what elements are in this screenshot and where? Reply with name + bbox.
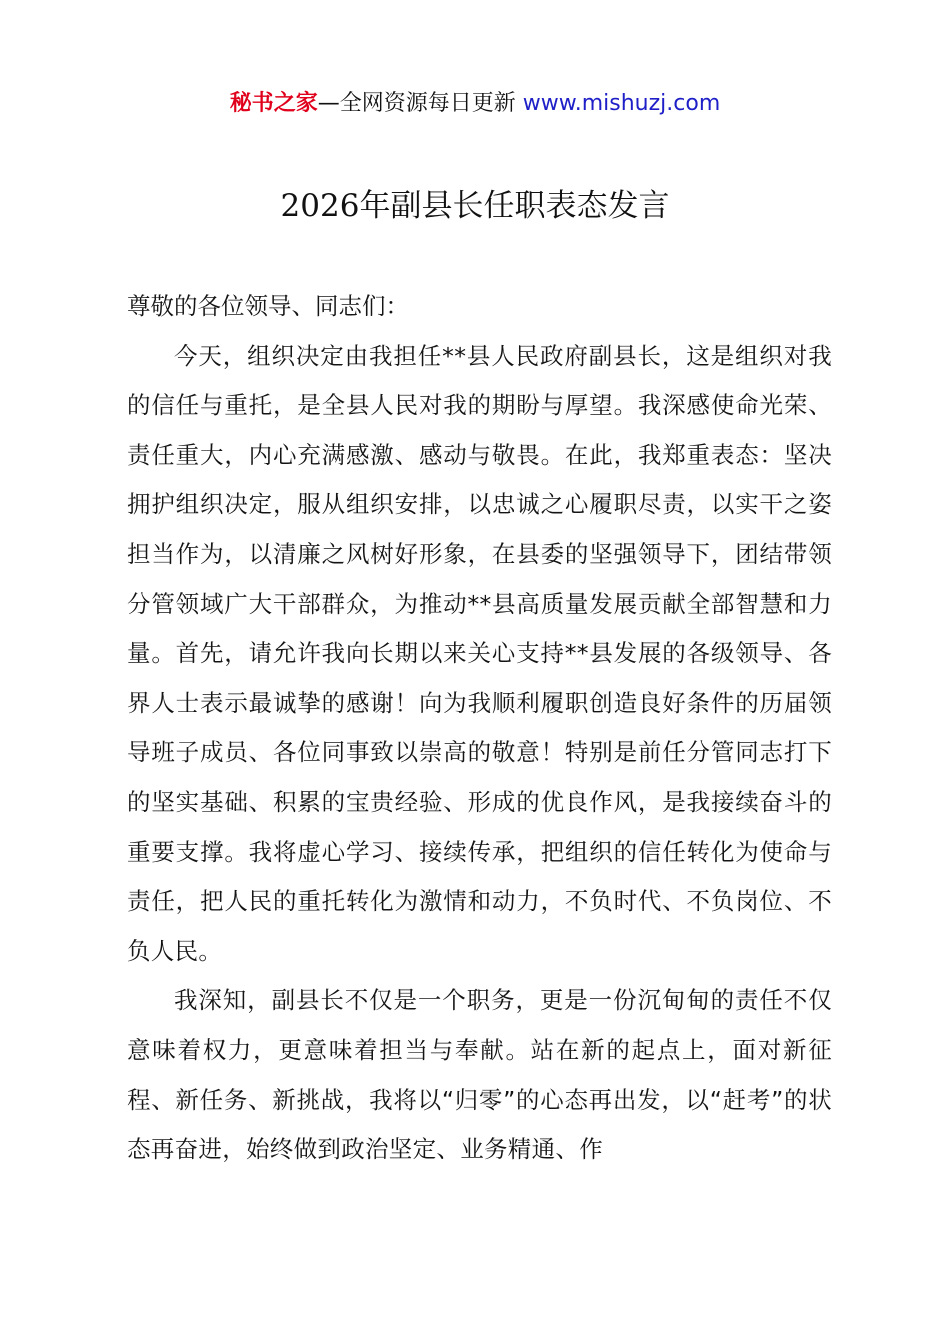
site-tagline: —全网资源每日更新 — [317, 91, 523, 116]
paragraph-1: 今天，组织决定由我担任**县人民政府副县长，这是组织对我的信任与重托，是全县人民对我的期盼与厚望。我深感使命光荣、责任重大，内心充满感激、感动与敬畏。在此，我郑重表态：坚决拥护组织决定，服从组织安排，以忠诚之心履职尽责，以实干之姿担当作为，以清廉之风树好形象，在县委的坚强领导下，团结带领分管领域广大干部群众，为推动**县高质量发展贡献全部智慧和力量。首先，请允许我向长期以来关心支持**县发展的各级领导、各界人士表示最诚挚的感谢！向为我顺利履职创造良好条件的历届领导班子成员、各位同事致以崇高的敬意！特别是前任分管同志打下的坚实基础、积累的宝贵经验、形成的优良作风，是我接续奋斗的重要支撑。我将虚心学习、接续传承，把组织的信任转化为使命与责任，把人民的重托转化为激情和动力，不负时代、不负岗位、不负人民。 — [127, 341, 832, 965]
document-title: 2026年副县长任职表态发言 — [280, 188, 670, 224]
site-brand: 秘书之家 — [229, 91, 318, 116]
site-header — [0, 88, 950, 120]
document-body — [127, 282, 832, 1175]
site-url-link[interactable]: www.mishuzj.com — [522, 91, 721, 116]
paragraph-2: 我深知，副县长不仅是一个职务，更是一份沉甸甸的责任不仅意味着权力，更意味着担当与奉献。站在新的起点上，面对新征程、新任务、新挑战，我将以“归零”的心态再出发，以“赶考”的状态再奋进，始终做到政治坚定、业务精通、作 — [127, 986, 832, 1164]
salutation: 尊敬的各位领导、同志们： — [127, 292, 409, 320]
